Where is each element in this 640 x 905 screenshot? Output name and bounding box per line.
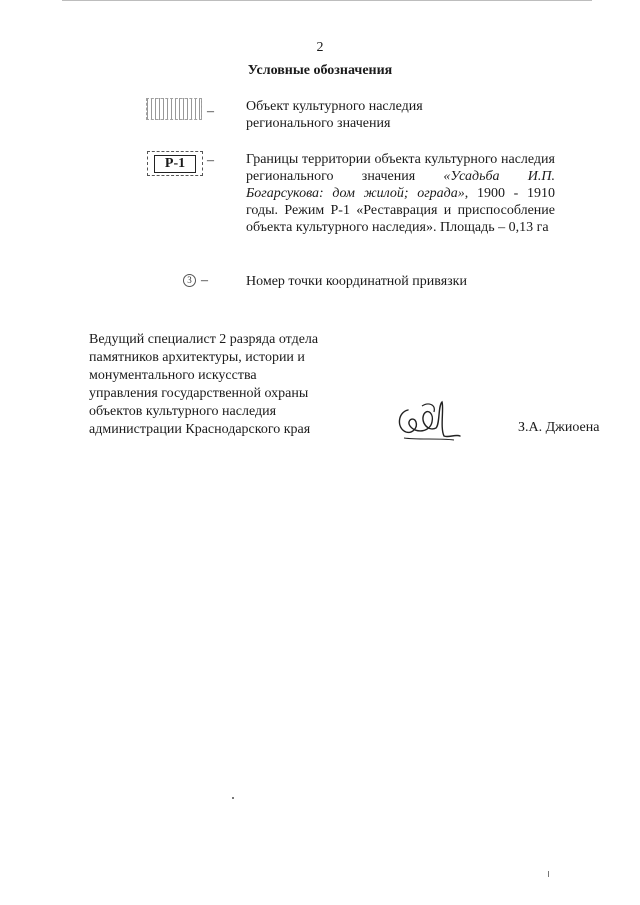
signer-position-line: администрации Краснодарского края (89, 422, 311, 437)
legend-item-point-number: Номер точки координатной привязки (246, 274, 467, 289)
legend-dash: – (207, 153, 214, 168)
signer-position (89, 331, 349, 439)
legend-item-line: регионального значения (246, 116, 391, 131)
scan-speck (232, 797, 234, 799)
legend-dash: – (207, 104, 214, 119)
legend-item-line: Объект культурного наследия (246, 99, 423, 114)
point-number-circle-icon: 3 (183, 274, 196, 287)
signer-position-line: Ведущий специалист 2 разряда отдела (89, 332, 319, 347)
boundary-text-start: Границы территории объекта культурного наследия регионального значения (246, 152, 555, 184)
legend-dash: – (201, 273, 208, 288)
signer-position-line: управления государственной охраны (89, 386, 309, 401)
boundary-text-object-name: «Усадьба И.П. Богарсукова: дом жилой; ограда» (246, 169, 555, 201)
signer-name: З.А. Джиоена (518, 420, 600, 435)
boundary-p1-icon (147, 151, 203, 176)
legend-item-heritage-object (246, 98, 476, 132)
boundary-text-end: , 1900 - 1910 годы. Режим Р-1 «Реставрация и приспособление объекта культурного наследия». Площадь – 0,13 га (246, 186, 555, 235)
top-edge-line (62, 0, 592, 1)
signer-position-line: монументального искусства (89, 368, 257, 383)
heritage-object-hatch-icon (146, 98, 202, 120)
scan-speck (548, 871, 549, 877)
legend-item-territory-boundary (246, 151, 555, 236)
handwritten-signature (394, 398, 464, 444)
signer-position-line: памятников архитектуры, истории и (89, 350, 305, 365)
page-number: 2 (316, 40, 324, 55)
boundary-p1-label: Р-1 (154, 155, 196, 173)
signer-position-line: объектов культурного наследия (89, 404, 277, 419)
legend-title: Условные обозначения (247, 63, 393, 78)
